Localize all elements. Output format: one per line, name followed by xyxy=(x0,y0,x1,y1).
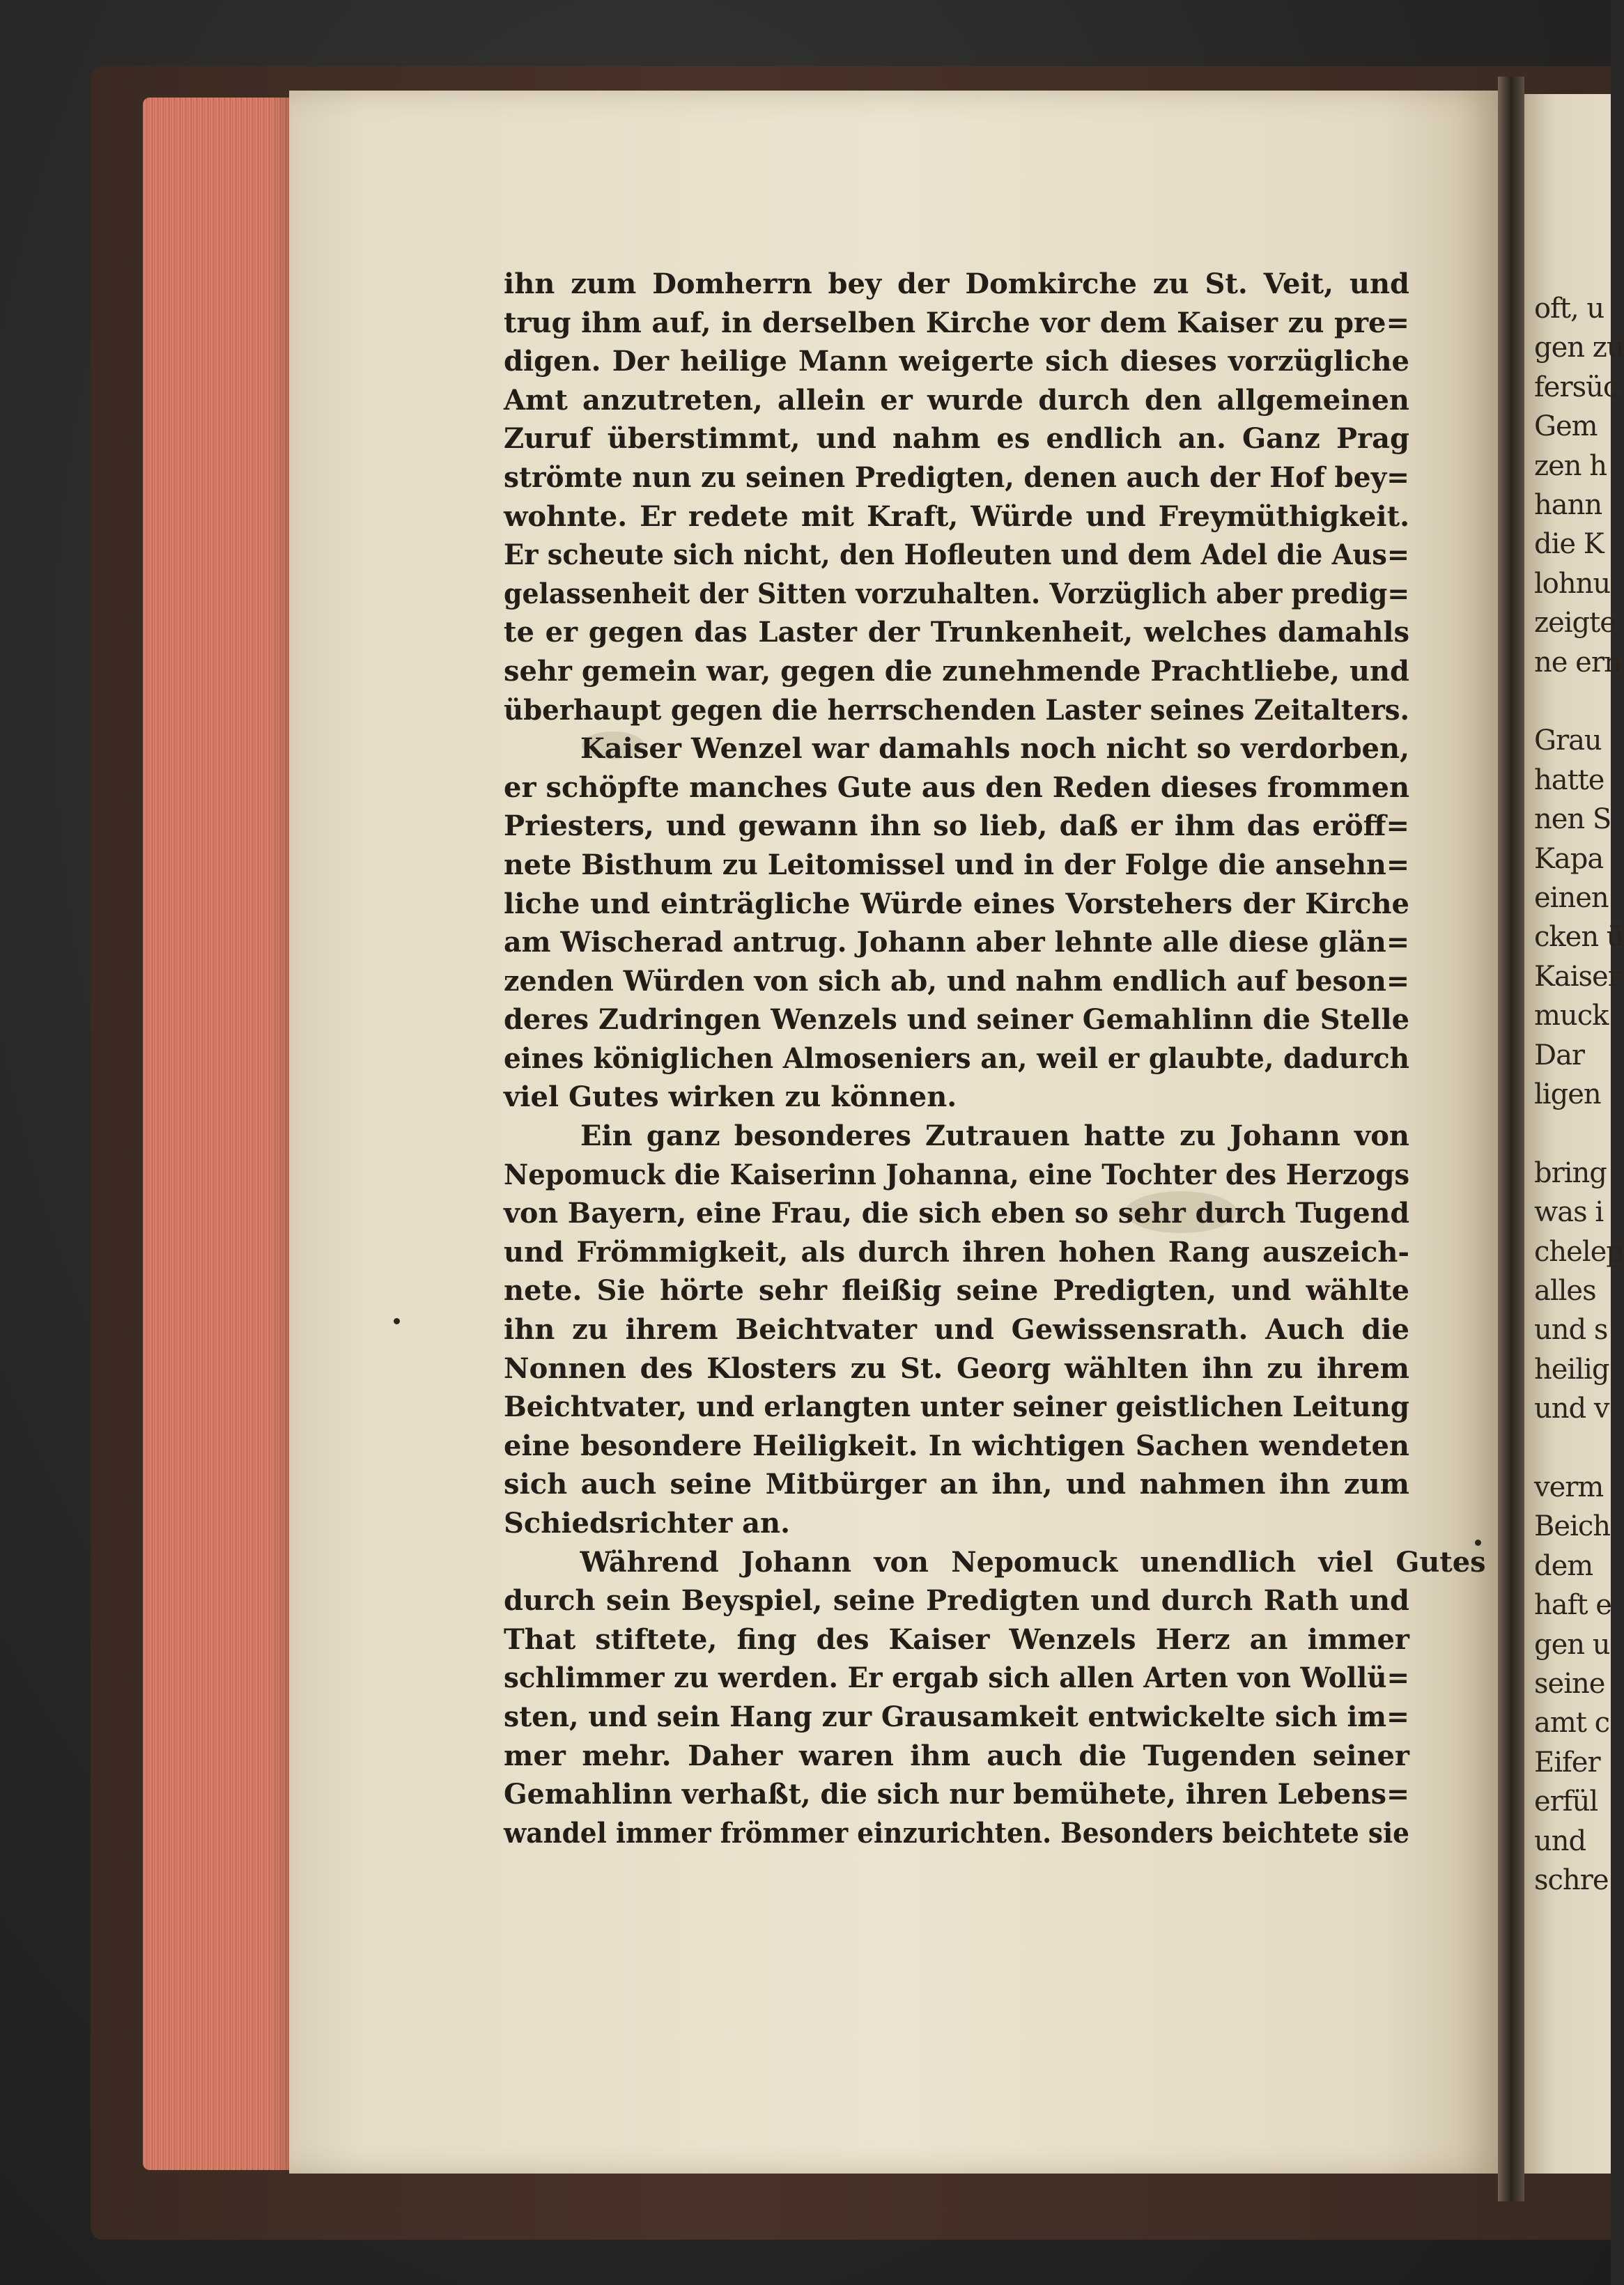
text-line: von Bayern, eine Frau, die sich eben so sehr durch Tugend xyxy=(504,1197,1409,1230)
text-line: und Frömmigkeit, als durch ihren hohen Rang auszeich- xyxy=(504,1235,1409,1269)
text-line: Nonnen des Klosters zu St. Georg wählten ihn zu ihrem xyxy=(504,1351,1409,1385)
facing-page-line: chelep xyxy=(1534,1235,1623,1268)
text-line: Nepomuck die Kaiserinn Johanna, eine Tochter des Herzogs xyxy=(504,1158,1410,1191)
text-line: Während Johann von Nepomuck unendlich viel Gutes xyxy=(580,1545,1486,1579)
text-line: liche und einträgliche Würde eines Vorstehers der Kirche xyxy=(504,887,1409,920)
text-line: viel Gutes wirken zu können. xyxy=(504,1080,957,1114)
facing-page-line: Dar xyxy=(1534,1039,1585,1071)
facing-page-line: die K xyxy=(1534,528,1604,561)
text-line: Zuruf überstimmt, und nahm es endlich an. Ganz Prag xyxy=(504,422,1409,456)
text-line: überhaupt gegen die herrschenden Laster seines Zeitalters. xyxy=(504,693,1410,727)
text-line: Er scheute sich nicht, den Hofleuten und dem Adel die Aus= xyxy=(504,539,1409,572)
text-line: Priesters, und gewann ihn so lieb, daß er ihm das eröff= xyxy=(504,810,1409,843)
facing-page-line: und xyxy=(1534,1825,1586,1857)
facing-page-line: cken ü xyxy=(1534,921,1624,954)
facing-page-line: Gem xyxy=(1534,410,1598,443)
text-line: trug ihm auf, in derselben Kirche vor dem Kaiser zu pre= xyxy=(504,306,1409,339)
ink-dot xyxy=(394,1318,400,1324)
facing-page-line: haft e xyxy=(1534,1589,1611,1622)
text-line: wandel immer frömmer einzurichten. Besonders beichtete sie xyxy=(504,1816,1409,1850)
text-line: Kaiser Wenzel war damahls noch nicht so verdorben, xyxy=(580,732,1409,766)
text-line: ihn zu ihrem Beichtvater und Gewissensrath. Auch die xyxy=(504,1313,1409,1347)
text-line: er schöpfte manches Gute aus den Reden dieses frommen xyxy=(504,770,1410,804)
text-line: schlimmer zu werden. Er ergab sich allen Arten von Wollü= xyxy=(504,1662,1410,1695)
facing-page-line: was i xyxy=(1534,1196,1604,1229)
facing-page-line: erfül xyxy=(1534,1786,1598,1818)
text-line: Amt anzutreten, allein er wurde durch den allgemeinen xyxy=(504,383,1409,417)
facing-page-line: oft, u xyxy=(1534,293,1604,325)
facing-page-line: gen u xyxy=(1534,1628,1610,1661)
facing-page-line: ne ern xyxy=(1534,646,1621,679)
text-line: mer mehr. Daher waren ihm auch die Tugenden seiner xyxy=(504,1739,1409,1772)
text-line: te er gegen das Laster der Trunkenheit, welches damahls xyxy=(504,616,1409,649)
book-gutter xyxy=(1498,77,1524,2201)
red-page-edges xyxy=(143,98,289,2170)
text-line: nete Bisthum zu Leitomissel und in der Folge die ansehn= xyxy=(504,848,1410,881)
facing-page-line: Beich xyxy=(1534,1510,1611,1543)
facing-page-line: muck xyxy=(1534,1000,1609,1032)
facing-page-line: zen h xyxy=(1534,449,1607,482)
text-line: ihn zum Domherrn bey der Domkirche zu St. Veit, und xyxy=(504,268,1409,300)
facing-page-line: Eifer xyxy=(1534,1746,1600,1779)
facing-page-line: hatte xyxy=(1534,764,1604,796)
text-line: That stiftete, fing des Kaiser Wenzels Herz an immer xyxy=(504,1622,1409,1656)
text-line: sich auch seine Mitbürger an ihn, und nahmen ihn zum xyxy=(504,1468,1409,1501)
facing-page-line: einen xyxy=(1534,882,1609,914)
facing-page xyxy=(1524,94,1624,2174)
text-line: deres Zudringen Wenzels und seiner Gemahlinn die Stelle xyxy=(504,1003,1410,1037)
facing-page-line: und s xyxy=(1534,1314,1608,1347)
facing-page-line: Grau xyxy=(1534,725,1602,757)
text-line: am Wischerad antrug. Johann aber lehnte alle diese glän= xyxy=(504,926,1410,959)
text-line: Gemahlinn verhaßt, die sich nur bemühete, ihren Lebens= xyxy=(504,1778,1410,1811)
text-line: eine besondere Heiligkeit. In wichtigen Sachen wendeten xyxy=(504,1429,1409,1462)
facing-page-line: zeigte xyxy=(1534,607,1616,640)
page-text-block xyxy=(504,265,1486,1852)
facing-page-line: alles xyxy=(1534,1275,1596,1307)
facing-page-line: verm xyxy=(1534,1471,1604,1503)
text-line: strömte nun zu seinen Predigten, denen auch der Hof bey= xyxy=(504,460,1409,494)
facing-page-line: dem xyxy=(1534,1549,1593,1582)
text-line: Beichtvater, und erlangten unter seiner geistlichen Leitung xyxy=(504,1391,1409,1424)
facing-page-line: hann xyxy=(1534,489,1602,521)
facing-page-line: fersüc xyxy=(1534,371,1618,403)
ink-dot xyxy=(1475,1540,1481,1546)
facing-page-line: gen zu xyxy=(1534,332,1624,364)
text-line: nete. Sie hörte sehr fleißig seine Predigten, und wählte xyxy=(504,1274,1409,1308)
text-line: Schiedsrichter an. xyxy=(504,1507,791,1540)
text-line: wohnte. Er redete mit Kraft, Würde und Freymüthigkeit. xyxy=(504,499,1409,533)
facing-page-line: und v xyxy=(1534,1393,1609,1425)
text-line: gelassenheit der Sitten vorzuhalten. Vorzüglich aber predig= xyxy=(504,577,1410,610)
facing-page-line: Kaiser xyxy=(1534,960,1621,993)
facing-page-line: bring xyxy=(1534,1156,1607,1189)
facing-page-line: heilig xyxy=(1534,1353,1609,1386)
text-line: zenden Würden von sich ab, und nahm endlich auf beson= xyxy=(504,964,1410,998)
text-line: sehr gemein war, gegen die zunehmende Prachtliebe, und xyxy=(504,654,1409,688)
text-line: Ein ganz besonderes Zutrauen hatte zu Johann von xyxy=(580,1120,1409,1153)
facing-page-line: Kapa xyxy=(1534,842,1604,875)
facing-page-line: nen S xyxy=(1534,803,1611,836)
text-line: durch sein Beyspiel, seine Predigten und durch Rath und xyxy=(504,1584,1409,1618)
facing-page-line: amt c xyxy=(1534,1707,1609,1740)
facing-page-line: schre xyxy=(1534,1864,1609,1896)
facing-page-line: lohnu xyxy=(1534,567,1611,600)
facing-page-line: ligen xyxy=(1534,1078,1601,1110)
text-line: eines königlichen Almoseniers an, weil er glaubte, dadurch xyxy=(504,1041,1410,1075)
text-line: sten, und sein Hang zur Grausamkeit entwickelte sich im= xyxy=(504,1700,1409,1733)
text-line: digen. Der heilige Mann weigerte sich dieses vorzügliche xyxy=(504,345,1409,378)
facing-page-line: seine xyxy=(1534,1668,1605,1700)
